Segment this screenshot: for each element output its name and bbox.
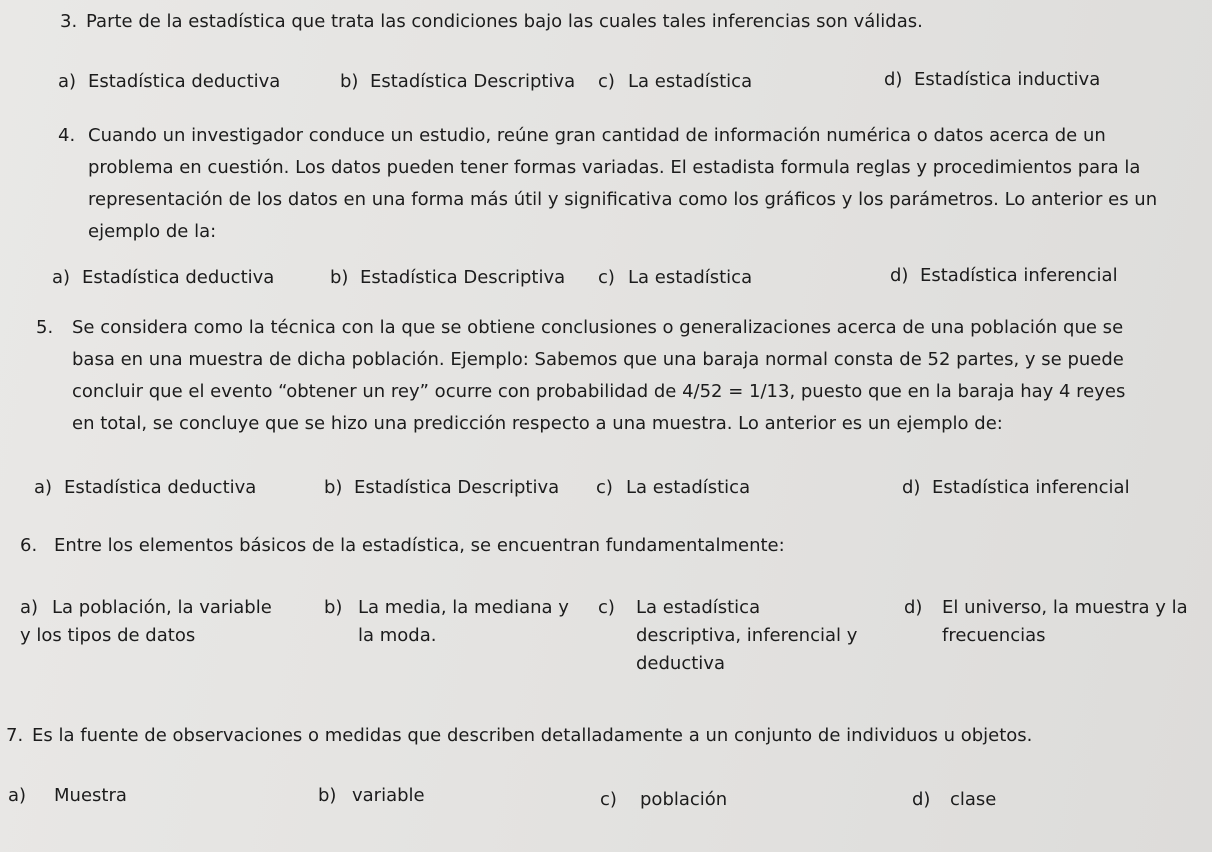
option-letter: b) bbox=[340, 71, 359, 92]
option-letter: d) bbox=[902, 477, 921, 498]
option-letter: a) bbox=[8, 785, 27, 806]
option-letter: a) bbox=[52, 267, 71, 288]
question-text: Parte de la estadística que trata las condiciones bajo las cuales tales inferencias son válidas. bbox=[86, 11, 923, 32]
option-letter: c) bbox=[596, 477, 613, 498]
question-5-option-b bbox=[324, 474, 559, 502]
option-letter: b) bbox=[318, 785, 337, 806]
option-text: frecuencias bbox=[942, 625, 1046, 646]
option-letter: a) bbox=[20, 597, 39, 618]
question-3-option-d bbox=[884, 66, 1100, 94]
question-text: Es la fuente de observaciones o medidas que describen detalladamente a un conjunto de individuos u objetos. bbox=[32, 725, 1033, 746]
option-letter: c) bbox=[598, 267, 615, 288]
option-text: y los tipos de datos bbox=[20, 625, 196, 646]
question-5-option-c bbox=[596, 474, 750, 502]
question-3-option-c bbox=[598, 68, 752, 96]
question-text-line: 4. Cuando un investigador conduce un estudio, reúne gran cantidad de información numérica o datos acerca de un bbox=[58, 120, 1157, 152]
question-7 bbox=[6, 720, 1032, 751]
option-letter: b) bbox=[330, 267, 349, 288]
question-3-option-b bbox=[340, 68, 575, 96]
option-text: Estadística inductiva bbox=[914, 69, 1101, 90]
option-text: La estadística bbox=[628, 267, 753, 288]
option-text: La estadística bbox=[628, 71, 753, 92]
option-letter: c) bbox=[598, 597, 615, 618]
question-7-option-a bbox=[8, 782, 127, 810]
question-5-option-a bbox=[34, 474, 256, 502]
option-letter: c) bbox=[600, 789, 617, 810]
question-5-option-d bbox=[902, 474, 1130, 502]
option-text: El universo, la muestra y la bbox=[942, 597, 1188, 618]
option-letter: d) bbox=[904, 597, 923, 618]
question-6 bbox=[20, 530, 785, 561]
question-text-line: problema en cuestión. Los datos pueden tener formas variadas. El estadista formula reglas y procedimientos para la bbox=[88, 157, 1141, 178]
question-7-option-c bbox=[600, 786, 727, 814]
option-text: La estadística bbox=[626, 477, 751, 498]
option-text: población bbox=[640, 789, 728, 810]
question-6-option-d bbox=[904, 594, 1188, 650]
option-text: variable bbox=[352, 785, 425, 806]
option-text: La estadística bbox=[636, 597, 761, 618]
question-number: 7. bbox=[6, 725, 24, 746]
option-text: Estadística Descriptiva bbox=[370, 71, 576, 92]
option-text: Estadística deductiva bbox=[64, 477, 257, 498]
option-letter: b) bbox=[324, 597, 343, 618]
question-7-option-b bbox=[318, 782, 425, 810]
option-text: Estadística Descriptiva bbox=[354, 477, 560, 498]
question-6-option-a bbox=[20, 594, 272, 650]
option-letter: c) bbox=[598, 71, 615, 92]
option-text: deductiva bbox=[636, 653, 725, 674]
question-text-line: basa en una muestra de dicha población. Ejemplo: Sabemos que una baraja normal consta de 52 partes, y se puede bbox=[72, 349, 1124, 370]
option-letter: b) bbox=[324, 477, 343, 498]
question-text-line: representación de los datos en una forma más útil y significativa como los gráficos y los parámetros. Lo anterior es un bbox=[88, 189, 1158, 210]
question-7-option-d bbox=[912, 786, 996, 814]
question-number: 5. bbox=[36, 317, 54, 338]
question-text-line: 5. Se considera como la técnica con la que se obtiene conclusiones o generalizaciones acerca de una población que se bbox=[36, 312, 1125, 344]
question-text-line: ejemplo de la: bbox=[88, 221, 217, 242]
question-number: 3. bbox=[60, 11, 78, 32]
option-text: Estadística deductiva bbox=[82, 267, 275, 288]
option-text: Muestra bbox=[54, 785, 127, 806]
question-3 bbox=[60, 6, 923, 37]
question-4-option-a bbox=[52, 264, 274, 292]
question-6-option-b bbox=[324, 594, 569, 650]
option-letter: d) bbox=[912, 789, 931, 810]
question-4-option-c bbox=[598, 264, 752, 292]
question-4-option-d bbox=[890, 262, 1118, 290]
option-letter: d) bbox=[890, 265, 909, 286]
option-text: descriptiva, inferencial y bbox=[636, 625, 858, 646]
question-3-option-a bbox=[58, 68, 280, 96]
option-letter: a) bbox=[34, 477, 53, 498]
option-text: clase bbox=[950, 789, 997, 810]
question-6-option-c bbox=[598, 594, 857, 678]
question-number: 4. bbox=[58, 125, 76, 146]
question-text-line: en total, se concluye que se hizo una predicción respecto a una muestra. Lo anterior es un ejemplo de: bbox=[72, 413, 1003, 434]
question-text-line: concluir que el evento “obtener un rey” ocurre con probabilidad de 4/52 = 1/13, puesto que en la baraja hay 4 reyes bbox=[72, 381, 1126, 402]
option-text: La media, la mediana y bbox=[358, 597, 569, 618]
question-4 bbox=[58, 120, 1157, 248]
option-text: Estadística deductiva bbox=[88, 71, 281, 92]
question-number: 6. bbox=[20, 535, 38, 556]
question-text: Entre los elementos básicos de la estadística, se encuentran fundamentalmente: bbox=[54, 535, 785, 556]
option-text: Estadística inferencial bbox=[920, 265, 1118, 286]
option-letter: d) bbox=[884, 69, 903, 90]
question-4-option-b bbox=[330, 264, 565, 292]
option-text: Estadística Descriptiva bbox=[360, 267, 566, 288]
option-text: Estadística inferencial bbox=[932, 477, 1130, 498]
option-text: La población, la variable bbox=[52, 597, 272, 618]
option-letter: a) bbox=[58, 71, 77, 92]
question-5 bbox=[36, 312, 1125, 440]
option-text: la moda. bbox=[358, 625, 437, 646]
